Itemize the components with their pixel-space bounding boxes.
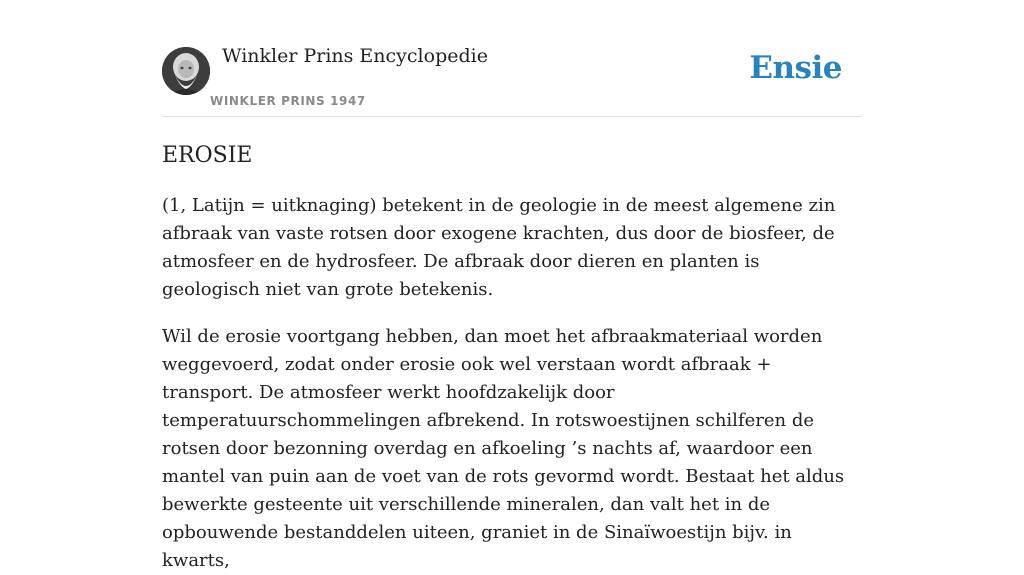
portrait-icon (162, 47, 210, 95)
portrait-avatar[interactable] (162, 47, 210, 95)
source-header (162, 0, 862, 117)
entry-title: EROSIE (162, 143, 253, 168)
entry-paragraph-2: Wil de erosie voortgang hebben, dan moet het afbraakmateriaal worden weggevoerd, zodat onder erosie ook wel verstaan wordt afbraak + transport. De atmosfeer werkt hoofdzakelijk door temperatuurschommelingen afbrekend. In rotswoestijnen schilferen de rotsen door bezonning overdag en afkoeling ’s nachts af, waardoor een mantel van puin aan de voet van de rots gevormd wordt. Bestaat het aldus bewerkte gesteente uit verschillende mineralen, dan valt het in de opbouwende bestanddelen uiteen, graniet in de Sinaïwoestijn bijv. in kwarts, (162, 326, 845, 571)
source-subtitle: WINKLER PRINS 1947 (210, 94, 366, 108)
source-title-link[interactable]: Winkler Prins Encyclopedie (222, 45, 488, 67)
brand-logo-link[interactable]: Ensie (749, 50, 842, 86)
article-page (162, 0, 862, 575)
entry-paragraph-1: (1, Latijn = uitknaging) betekent in de geologie in de meest algemene zin afbraak van vaste rotsen door exogene krachten, dus door de biosfeer, de atmosfeer en de hydrosfeer. De afbraak door dieren en planten is geologisch niet van grote betekenis. (162, 195, 836, 300)
